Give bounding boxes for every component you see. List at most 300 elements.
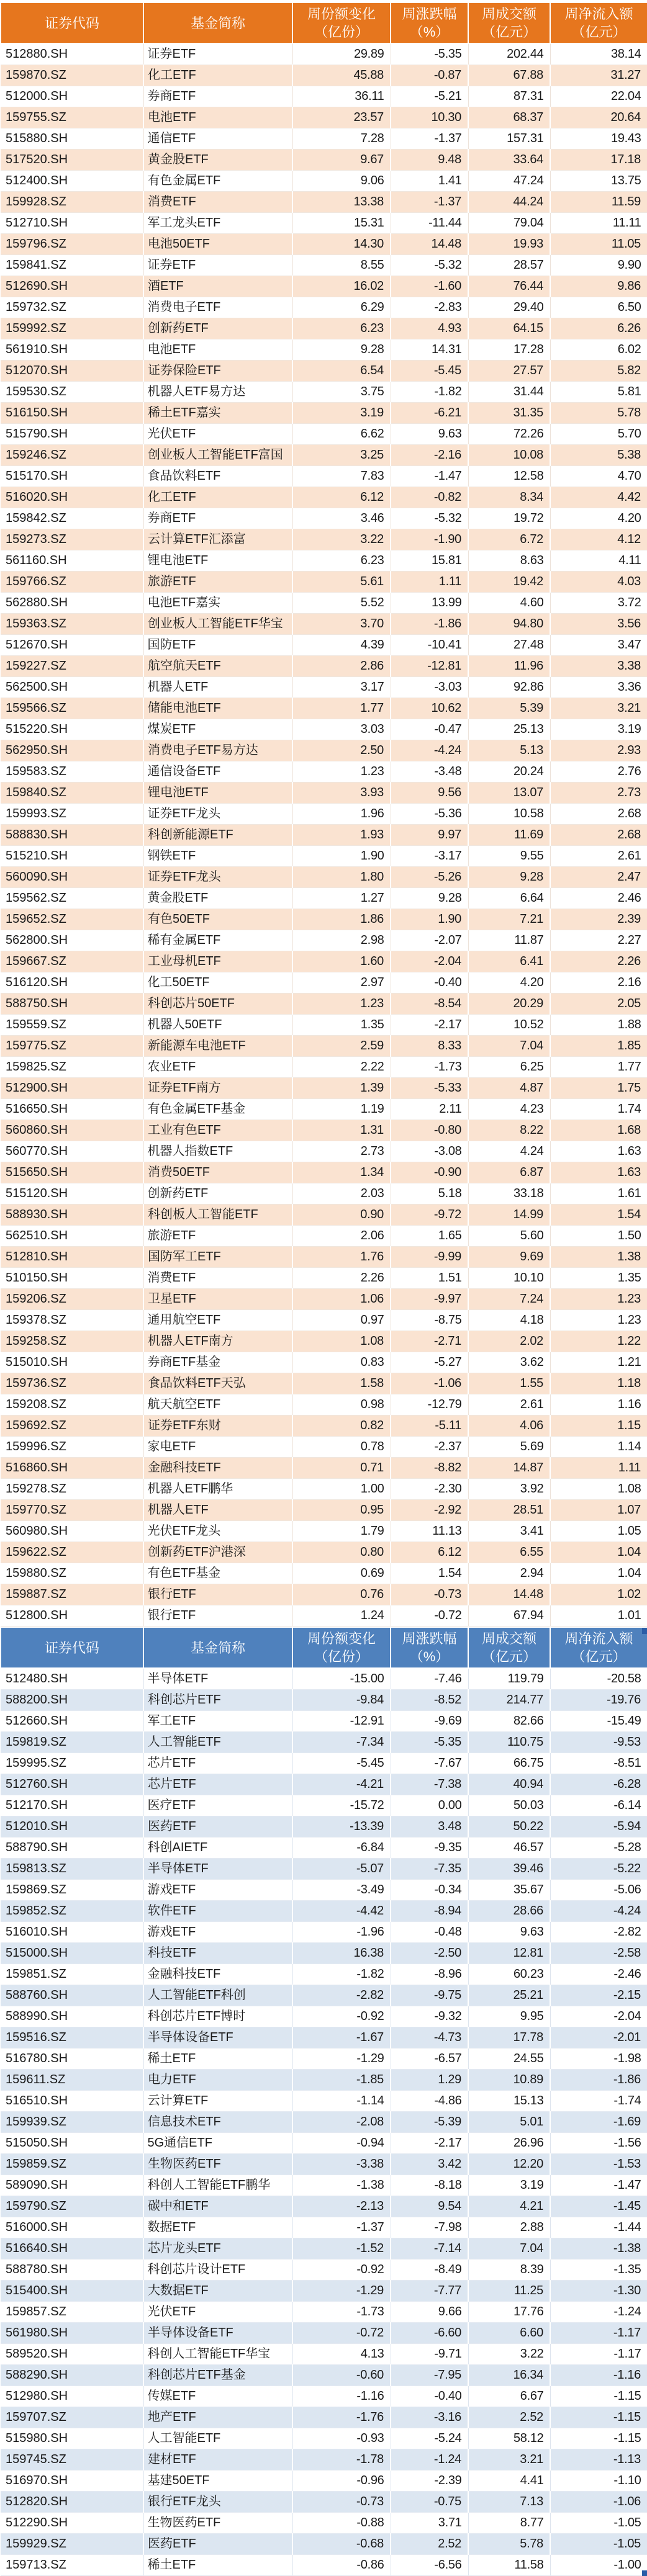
cell-name: 软件ETF (143, 1901, 292, 1922)
cell-share-change: 2.06 (292, 1226, 391, 1247)
cell-code: 515880.SH (1, 128, 143, 150)
cell-net-flow: 31.27 (550, 65, 647, 86)
cell-name: 科创芯片50ETF (143, 994, 292, 1015)
cell-share-change: 15.31 (292, 213, 391, 234)
cell-name: 创新药ETF (143, 1183, 292, 1205)
cell-pct-change: -9.69 (391, 1711, 468, 1732)
cell-volume: 7.13 (468, 2492, 550, 2513)
cell-code: 159692.SZ (1, 1416, 143, 1437)
cell-net-flow: -5.06 (550, 1880, 647, 1901)
cell-pct-change: -6.57 (391, 2049, 468, 2070)
cell-code: 588760.SH (1, 1985, 143, 2006)
table-row (1, 2027, 647, 2049)
cell-share-change: 3.22 (292, 529, 391, 550)
cell-share-change: -0.93 (292, 2428, 391, 2449)
cell-code: 512690.SH (1, 276, 143, 297)
cell-volume: 6.60 (468, 2323, 550, 2344)
cell-share-change: 3.70 (292, 614, 391, 635)
cell-name: 机器人指数ETF (143, 1141, 292, 1162)
cell-code: 159775.SZ (1, 1036, 143, 1057)
cell-share-change: 7.28 (292, 128, 391, 150)
cell-code: 159852.SZ (1, 1901, 143, 1922)
selection-artifact-top-right (642, 1628, 647, 1634)
cell-name: 黄金股ETF (143, 150, 292, 171)
cell-net-flow: 2.05 (550, 994, 647, 1015)
cell-volume: 4.23 (468, 1099, 550, 1120)
table-row (1, 1500, 647, 1521)
cell-net-flow: 1.63 (550, 1162, 647, 1183)
cell-share-change: 5.52 (292, 593, 391, 614)
cell-net-flow: 4.42 (550, 487, 647, 508)
table-row (1, 1584, 647, 1605)
cell-share-change: 16.02 (292, 276, 391, 297)
header-row (1, 2, 647, 43)
cell-net-flow: -1.15 (550, 2428, 647, 2449)
table-row (1, 1015, 647, 1036)
cell-net-flow: -2.04 (550, 2006, 647, 2027)
table-row (1, 2323, 647, 2344)
cell-volume: 9.95 (468, 2006, 550, 2027)
cell-share-change: 2.50 (292, 740, 391, 761)
cell-net-flow: 5.82 (550, 361, 647, 382)
cell-pct-change: -3.03 (391, 677, 468, 698)
cell-name: 军工龙头ETF (143, 213, 292, 234)
cell-share-change: -12.91 (292, 1711, 391, 1732)
table-row (1, 234, 647, 255)
cell-code: 159273.SZ (1, 529, 143, 550)
cell-share-change: 1.06 (292, 1289, 391, 1310)
cell-volume: 11.96 (468, 656, 550, 677)
cell-code: 516150.SH (1, 403, 143, 424)
cell-volume: 4.60 (468, 593, 550, 614)
cell-code: 159819.SZ (1, 1732, 143, 1753)
cell-code: 515790.SH (1, 424, 143, 445)
cell-volume: 29.40 (468, 297, 550, 318)
table-row (1, 171, 647, 192)
cell-pct-change: -8.52 (391, 1690, 468, 1711)
cell-name: 云计算ETF汇添富 (143, 529, 292, 550)
cell-code: 510150.SH (1, 1268, 143, 1289)
cell-pct-change: 1.11 (391, 572, 468, 593)
cell-pct-change: 9.66 (391, 2302, 468, 2323)
cell-volume: 76.44 (468, 276, 550, 297)
table-row (1, 994, 647, 1015)
cell-pct-change: -9.99 (391, 1247, 468, 1268)
table-row (1, 2154, 647, 2175)
cell-pct-change: -8.82 (391, 1458, 468, 1479)
cell-volume: 33.18 (468, 1183, 550, 1205)
cell-name: 化工ETF (143, 487, 292, 508)
cell-name: 稀土ETF嘉实 (143, 403, 292, 424)
cell-code: 159713.SZ (1, 2555, 143, 2576)
table-row (1, 1036, 647, 1057)
cell-pct-change: -7.38 (391, 1774, 468, 1795)
cell-pct-change: 6.12 (391, 1542, 468, 1563)
cell-share-change: -0.68 (292, 2534, 391, 2555)
cell-code: 159736.SZ (1, 1373, 143, 1394)
cell-volume: 12.20 (468, 2154, 550, 2175)
cell-volume: 7.21 (468, 909, 550, 930)
cell-code: 515120.SH (1, 1183, 143, 1205)
cell-net-flow: -5.22 (550, 1859, 647, 1880)
cell-pct-change: -8.96 (391, 1964, 468, 1985)
cell-name: 农业ETF (143, 1057, 292, 1078)
table-row (1, 2449, 647, 2471)
cell-volume: 35.67 (468, 1880, 550, 1901)
cell-volume: 5.60 (468, 1226, 550, 1247)
cell-name: 机器人ETF鹏华 (143, 1479, 292, 1500)
cell-code: 512760.SH (1, 1774, 143, 1795)
table-row (1, 1352, 647, 1373)
cell-pct-change: -0.73 (391, 1584, 468, 1605)
cell-volume: 19.72 (468, 508, 550, 529)
cell-code: 515980.SH (1, 2428, 143, 2449)
cell-code: 159559.SZ (1, 1015, 143, 1036)
cell-volume: 5.01 (468, 2112, 550, 2133)
cell-volume: 67.94 (468, 1605, 550, 1627)
cell-share-change: 0.69 (292, 1563, 391, 1584)
table-row (1, 1268, 647, 1289)
cell-share-change: -0.92 (292, 2006, 391, 2027)
cell-name: 游戏ETF (143, 1880, 292, 1901)
cell-volume: 19.42 (468, 572, 550, 593)
table-row (1, 1838, 647, 1859)
cell-net-flow: 13.75 (550, 171, 647, 192)
cell-volume: 3.62 (468, 1352, 550, 1373)
cell-net-flow: 3.19 (550, 719, 647, 740)
table-row (1, 951, 647, 972)
cell-share-change: 1.77 (292, 698, 391, 719)
cell-code: 159227.SZ (1, 656, 143, 677)
cell-share-change: -5.45 (292, 1753, 391, 1774)
table-row (1, 1162, 647, 1183)
cell-volume: 9.63 (468, 1922, 550, 1943)
cell-volume: 20.24 (468, 761, 550, 783)
cell-net-flow: -2.01 (550, 2027, 647, 2049)
cell-volume: 4.87 (468, 1078, 550, 1099)
cell-pct-change: -4.24 (391, 740, 468, 761)
cell-net-flow: -1.15 (550, 2407, 647, 2428)
cell-code: 159652.SZ (1, 909, 143, 930)
cell-share-change: -6.84 (292, 1838, 391, 1859)
inflow-table-body (1, 43, 647, 1627)
cell-name: 通信设备ETF (143, 761, 292, 783)
cell-code: 560090.SH (1, 867, 143, 888)
table-row (1, 1416, 647, 1437)
cell-pct-change: 5.18 (391, 1183, 468, 1205)
cell-name: 金融科技ETF (143, 1964, 292, 1985)
cell-code: 516640.SH (1, 2238, 143, 2260)
cell-share-change: 2.26 (292, 1268, 391, 1289)
cell-net-flow: -1.30 (550, 2281, 647, 2302)
cell-code: 562510.SH (1, 1226, 143, 1247)
cell-name: 光伏ETF龙头 (143, 1521, 292, 1542)
table-row (1, 1985, 647, 2006)
cell-volume: 2.94 (468, 1563, 550, 1584)
cell-pct-change: 3.42 (391, 2154, 468, 2175)
cell-pct-change: -2.07 (391, 930, 468, 951)
cell-name: 食品饮料ETF (143, 466, 292, 487)
table-row (1, 719, 647, 740)
cell-code: 512070.SH (1, 361, 143, 382)
table-row (1, 2006, 647, 2027)
cell-net-flow: 3.47 (550, 635, 647, 656)
cell-share-change: 1.31 (292, 1120, 391, 1141)
cell-pct-change: -5.35 (391, 43, 468, 65)
table-row (1, 43, 647, 65)
table-row (1, 297, 647, 318)
table-row (1, 930, 647, 951)
cell-share-change: -1.76 (292, 2407, 391, 2428)
cell-pct-change: -2.37 (391, 1437, 468, 1458)
table-row (1, 1922, 647, 1943)
cell-net-flow: 2.46 (550, 888, 647, 909)
inflow-table (0, 2, 647, 1627)
cell-volume: 33.64 (468, 150, 550, 171)
cell-code: 159562.SZ (1, 888, 143, 909)
cell-name: 半导体ETF (143, 1859, 292, 1880)
cell-name: 机器人50ETF (143, 1015, 292, 1036)
cell-name: 科创人工智能ETF鹏华 (143, 2175, 292, 2196)
cell-name: 化工ETF (143, 65, 292, 86)
cell-pct-change: -1.90 (391, 529, 468, 550)
cell-net-flow: 1.74 (550, 1099, 647, 1120)
cell-net-flow: 2.39 (550, 909, 647, 930)
cell-share-change: 1.93 (292, 825, 391, 846)
cell-name: 国防军工ETF (143, 1247, 292, 1268)
cell-share-change: -0.88 (292, 2513, 391, 2534)
cell-volume: 5.13 (468, 740, 550, 761)
cell-share-change: 1.27 (292, 888, 391, 909)
cell-volume: 202.44 (468, 43, 550, 65)
cell-volume: 44.24 (468, 192, 550, 213)
cell-volume: 50.22 (468, 1816, 550, 1838)
table-row (1, 1859, 647, 1880)
cell-name: 半导体设备ETF (143, 2027, 292, 2049)
cell-share-change: 6.62 (292, 424, 391, 445)
cell-net-flow: 1.75 (550, 1078, 647, 1099)
cell-name: 证券ETF龙头 (143, 867, 292, 888)
cell-name: 消费电子ETF (143, 297, 292, 318)
cell-pct-change: 9.97 (391, 825, 468, 846)
cell-share-change: -15.72 (292, 1795, 391, 1816)
cell-volume: 31.44 (468, 382, 550, 403)
table-row (1, 1521, 647, 1542)
cell-volume: 1.55 (468, 1373, 550, 1394)
cell-name: 医药ETF (143, 1816, 292, 1838)
cell-name: 电池ETF嘉实 (143, 593, 292, 614)
cell-share-change: 1.96 (292, 804, 391, 825)
table-row (1, 2070, 647, 2091)
cell-pct-change: -0.48 (391, 1922, 468, 1943)
cell-name: 证券ETF东财 (143, 1416, 292, 1437)
cell-code: 159246.SZ (1, 445, 143, 466)
cell-code: 159992.SZ (1, 318, 143, 339)
cell-net-flow: -19.76 (550, 1690, 647, 1711)
cell-pct-change: -9.35 (391, 1838, 468, 1859)
cell-volume: 8.34 (468, 487, 550, 508)
cell-name: 通信ETF (143, 128, 292, 150)
cell-code: 159206.SZ (1, 1289, 143, 1310)
cell-net-flow: 1.08 (550, 1479, 647, 1500)
cell-volume: 39.46 (468, 1859, 550, 1880)
cell-pct-change: -7.46 (391, 1668, 468, 1690)
cell-code: 516970.SH (1, 2471, 143, 2492)
cell-net-flow: 1.21 (550, 1352, 647, 1373)
cell-net-flow: -4.24 (550, 1901, 647, 1922)
cell-net-flow: 38.14 (550, 43, 647, 65)
table-row (1, 1690, 647, 1711)
cell-name: 生物医药ETF (143, 2513, 292, 2534)
table-row (1, 86, 647, 107)
table-row (1, 677, 647, 698)
outflow-table-section (0, 1627, 647, 2576)
cell-share-change: 0.71 (292, 1458, 391, 1479)
table-row (1, 1774, 647, 1795)
cell-code: 515000.SH (1, 1943, 143, 1964)
cell-code: 512010.SH (1, 1816, 143, 1838)
cell-volume: 10.52 (468, 1015, 550, 1036)
cell-pct-change: -7.98 (391, 2217, 468, 2238)
cell-name: 锂电池ETF (143, 783, 292, 804)
cell-code: 159840.SZ (1, 783, 143, 804)
cell-net-flow: 3.72 (550, 593, 647, 614)
table-row (1, 1141, 647, 1162)
cell-code: 159755.SZ (1, 107, 143, 128)
cell-share-change: 1.76 (292, 1247, 391, 1268)
table-row (1, 1373, 647, 1394)
cell-pct-change: -9.75 (391, 1985, 468, 2006)
table-row (1, 1479, 647, 1500)
cell-net-flow: -9.53 (550, 1732, 647, 1753)
cell-net-flow: 5.70 (550, 424, 647, 445)
cell-share-change: 3.19 (292, 403, 391, 424)
cell-share-change: 3.25 (292, 445, 391, 466)
cell-net-flow: -1.56 (550, 2133, 647, 2154)
cell-code: 159770.SZ (1, 1500, 143, 1521)
cell-code: 159929.SZ (1, 2534, 143, 2555)
cell-pct-change: -2.71 (391, 1331, 468, 1352)
table-row (1, 909, 647, 930)
cell-share-change: -1.82 (292, 1964, 391, 1985)
cell-pct-change: -8.49 (391, 2260, 468, 2281)
table-row (1, 2386, 647, 2407)
cell-net-flow: 6.02 (550, 339, 647, 361)
cell-name: 信息技术ETF (143, 2112, 292, 2133)
cell-code: 159869.SZ (1, 1880, 143, 1901)
cell-share-change: -1.37 (292, 2217, 391, 2238)
table-row (1, 1880, 647, 1901)
cell-volume: 8.63 (468, 550, 550, 572)
column-header-net-flow: 周净流入额 （亿元） (550, 2, 647, 43)
cell-net-flow: 5.38 (550, 445, 647, 466)
cell-pct-change: -7.14 (391, 2238, 468, 2260)
cell-net-flow: -6.14 (550, 1795, 647, 1816)
cell-volume: 11.87 (468, 930, 550, 951)
cell-volume: 4.41 (468, 2471, 550, 2492)
cell-code: 159278.SZ (1, 1479, 143, 1500)
cell-name: 地产ETF (143, 2407, 292, 2428)
cell-code: 515170.SH (1, 466, 143, 487)
cell-share-change: 2.97 (292, 972, 391, 994)
cell-code: 516860.SH (1, 1458, 143, 1479)
cell-net-flow: 2.61 (550, 846, 647, 867)
cell-share-change: 1.23 (292, 994, 391, 1015)
cell-code: 159378.SZ (1, 1310, 143, 1331)
cell-share-change: -7.34 (292, 1732, 391, 1753)
table-row (1, 403, 647, 424)
cell-pct-change: -9.97 (391, 1289, 468, 1310)
cell-code: 515010.SH (1, 1352, 143, 1373)
cell-share-change: 3.17 (292, 677, 391, 698)
cell-share-change: -2.13 (292, 2196, 391, 2217)
cell-name: 大数据ETF (143, 2281, 292, 2302)
cell-volume: 2.02 (468, 1331, 550, 1352)
cell-share-change: -13.39 (292, 1816, 391, 1838)
cell-code: 516780.SH (1, 2049, 143, 2070)
cell-share-change: 16.38 (292, 1943, 391, 1964)
cell-share-change: 1.08 (292, 1331, 391, 1352)
cell-name: 数据ETF (143, 2217, 292, 2238)
cell-name: 云计算ETF (143, 2091, 292, 2112)
cell-code: 512880.SH (1, 43, 143, 65)
cell-net-flow: 22.04 (550, 86, 647, 107)
cell-volume: 3.41 (468, 1521, 550, 1542)
cell-pct-change: -6.60 (391, 2323, 468, 2344)
cell-pct-change: -2.39 (391, 2471, 468, 2492)
cell-pct-change: -5.21 (391, 86, 468, 107)
cell-net-flow: 1.01 (550, 1605, 647, 1627)
cell-name: 有色ETF基金 (143, 1563, 292, 1584)
cell-code: 159851.SZ (1, 1964, 143, 1985)
cell-pct-change: -8.75 (391, 1310, 468, 1331)
cell-volume: 4.24 (468, 1141, 550, 1162)
table-row (1, 128, 647, 150)
cell-share-change: -0.94 (292, 2133, 391, 2154)
cell-code: 560770.SH (1, 1141, 143, 1162)
table-row (1, 2260, 647, 2281)
table-row (1, 213, 647, 234)
cell-net-flow: 6.26 (550, 318, 647, 339)
cell-name: 碳中和ETF (143, 2196, 292, 2217)
cell-code: 159667.SZ (1, 951, 143, 972)
cell-net-flow: 1.16 (550, 1394, 647, 1416)
column-header-share-change: 周份额变化 （亿份） (292, 2, 391, 43)
cell-pct-change: 1.90 (391, 909, 468, 930)
table-row (1, 107, 647, 128)
cell-pct-change: -2.92 (391, 1500, 468, 1521)
cell-share-change: 14.30 (292, 234, 391, 255)
cell-volume: 72.26 (468, 424, 550, 445)
cell-code: 159745.SZ (1, 2449, 143, 2471)
outflow-table-header (1, 1627, 647, 1668)
cell-pct-change: -11.44 (391, 213, 468, 234)
cell-volume: 119.79 (468, 1668, 550, 1690)
cell-volume: 17.78 (468, 2027, 550, 2049)
cell-code: 159530.SZ (1, 382, 143, 403)
column-header-pct-change: 周涨跌幅 （%） (391, 2, 468, 43)
cell-name: 科创新能源ETF (143, 825, 292, 846)
table-row (1, 614, 647, 635)
cell-net-flow: -1.16 (550, 2365, 647, 2386)
cell-pct-change: 9.48 (391, 150, 468, 171)
cell-net-flow: -1.05 (550, 2513, 647, 2534)
cell-net-flow: -1.17 (550, 2323, 647, 2344)
cell-code: 588780.SH (1, 2260, 143, 2281)
cell-name: 消费ETF (143, 192, 292, 213)
table-row (1, 804, 647, 825)
table-row (1, 2534, 647, 2555)
